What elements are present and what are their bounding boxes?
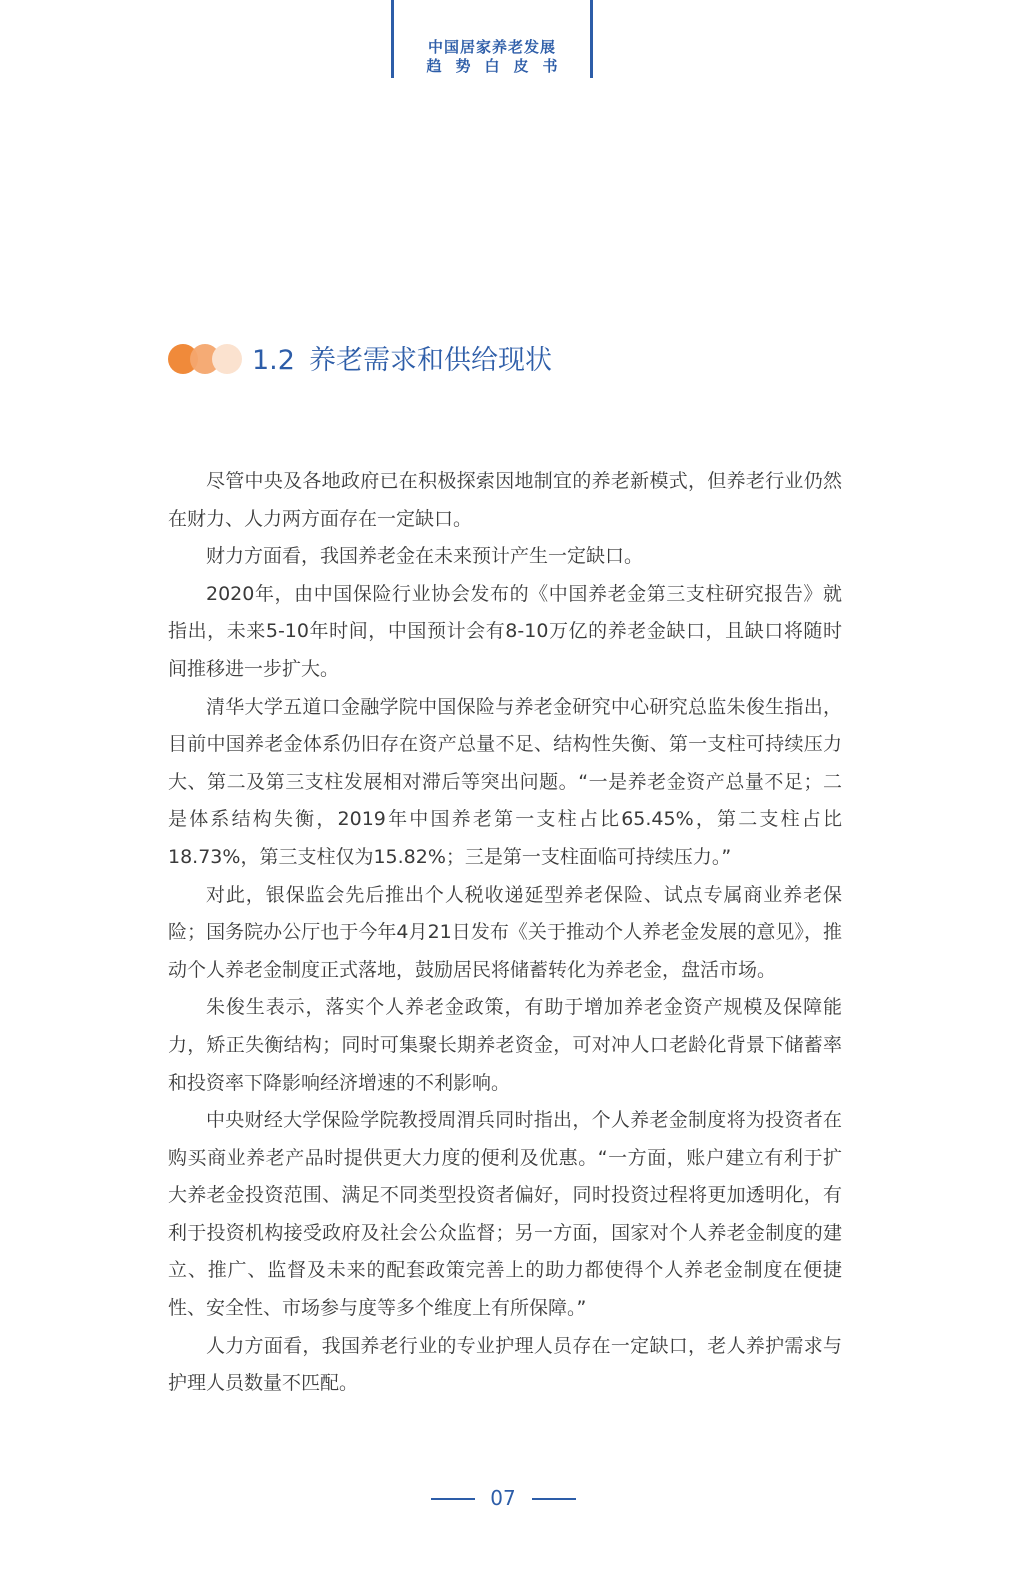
paragraph: 中央财经大学保险学院教授周渭兵同时指出，个人养老金制度将为投资者在购买商业养老产品时提供更大力度的便利及优惠。“一方面，账户建立有利于扩大养老金投资范围、满足不同类型投资者偏好，同时投资过程将更加透明化，有利于投资机构接受政府及社会公众监督；另一方面，国家对个人养老金制度的建立、推广、监督及未来的配套政策完善上的助力都使得个人养老金制度在便捷性、安全性、市场参与度等多个维度上有所保障。” bbox=[168, 1109, 842, 1320]
running-header-title: 中国居家养老发展 bbox=[427, 38, 556, 56]
footer-rule-left bbox=[431, 1498, 475, 1500]
footer-rule-right bbox=[532, 1498, 576, 1500]
paragraph: 对此，银保监会先后推出个人税收递延型养老保险、试点专属商业养老保险；国务院办公厅也于今年4月21日发布《关于推动个人养老金发展的意见》，推动个人养老金制度正式落地，鼓励居民将储蓄转化为养老金，盘活市场。 bbox=[168, 883, 842, 981]
paragraph: 清华大学五道口金融学院中国保险与养老金研究中心研究总监朱俊生指出，目前中国养老金体系仍旧存在资产总量不足、结构性失衡、第一支柱可持续压力大、第二及第三支柱发展相对滞后等突出问题。“一是养老金资产总量不足；二是体系结构失衡，2019年中国养老第一支柱占比65.45%，第二支柱占比18.73%，第三支柱仅为15.82%；三是第一支柱面临可持续压力。” bbox=[168, 695, 842, 868]
paragraph: 尽管中央及各地政府已在积极探索因地制宜的养老新模式，但养老行业仍然在财力、人力两方面存在一定缺口。 bbox=[168, 470, 842, 530]
section-title-text: 养老需求和供给现状 bbox=[308, 345, 552, 376]
section-number: 1.2 bbox=[252, 345, 295, 376]
heading-dots-decoration bbox=[168, 344, 243, 374]
page-footer bbox=[0, 1484, 1020, 1514]
paragraph: 2020年，由中国保险行业协会发布的《中国养老金第三支柱研究报告》就指出，未来5-10年时间，中国预计会有8-10万亿的养老金缺口，且缺口将随时间推移进一步扩大。 bbox=[168, 582, 842, 680]
paragraph: 财力方面看，我国养老金在未来预计产生一定缺口。 bbox=[206, 545, 644, 568]
page-number: 07 bbox=[490, 1486, 516, 1510]
paragraph: 朱俊生表示，落实个人养老金政策，有助于增加养老金资产规模及保障能力，矫正失衡结构；同时可集聚长期养老资金，可对冲人口老龄化背景下储蓄率和投资率下降影响经济增速的不利影响。 bbox=[168, 996, 842, 1094]
section-heading bbox=[168, 336, 768, 382]
paragraph: 人力方面看，我国养老行业的专业护理人员存在一定缺口，老人养护需求与护理人员数量不匹配。 bbox=[168, 1334, 842, 1395]
body-text bbox=[168, 463, 842, 1403]
section-title bbox=[252, 338, 552, 377]
running-header-subtitle: 趋势白皮书 bbox=[426, 57, 572, 75]
running-header bbox=[391, 0, 593, 78]
pale-dot-icon bbox=[212, 344, 242, 374]
